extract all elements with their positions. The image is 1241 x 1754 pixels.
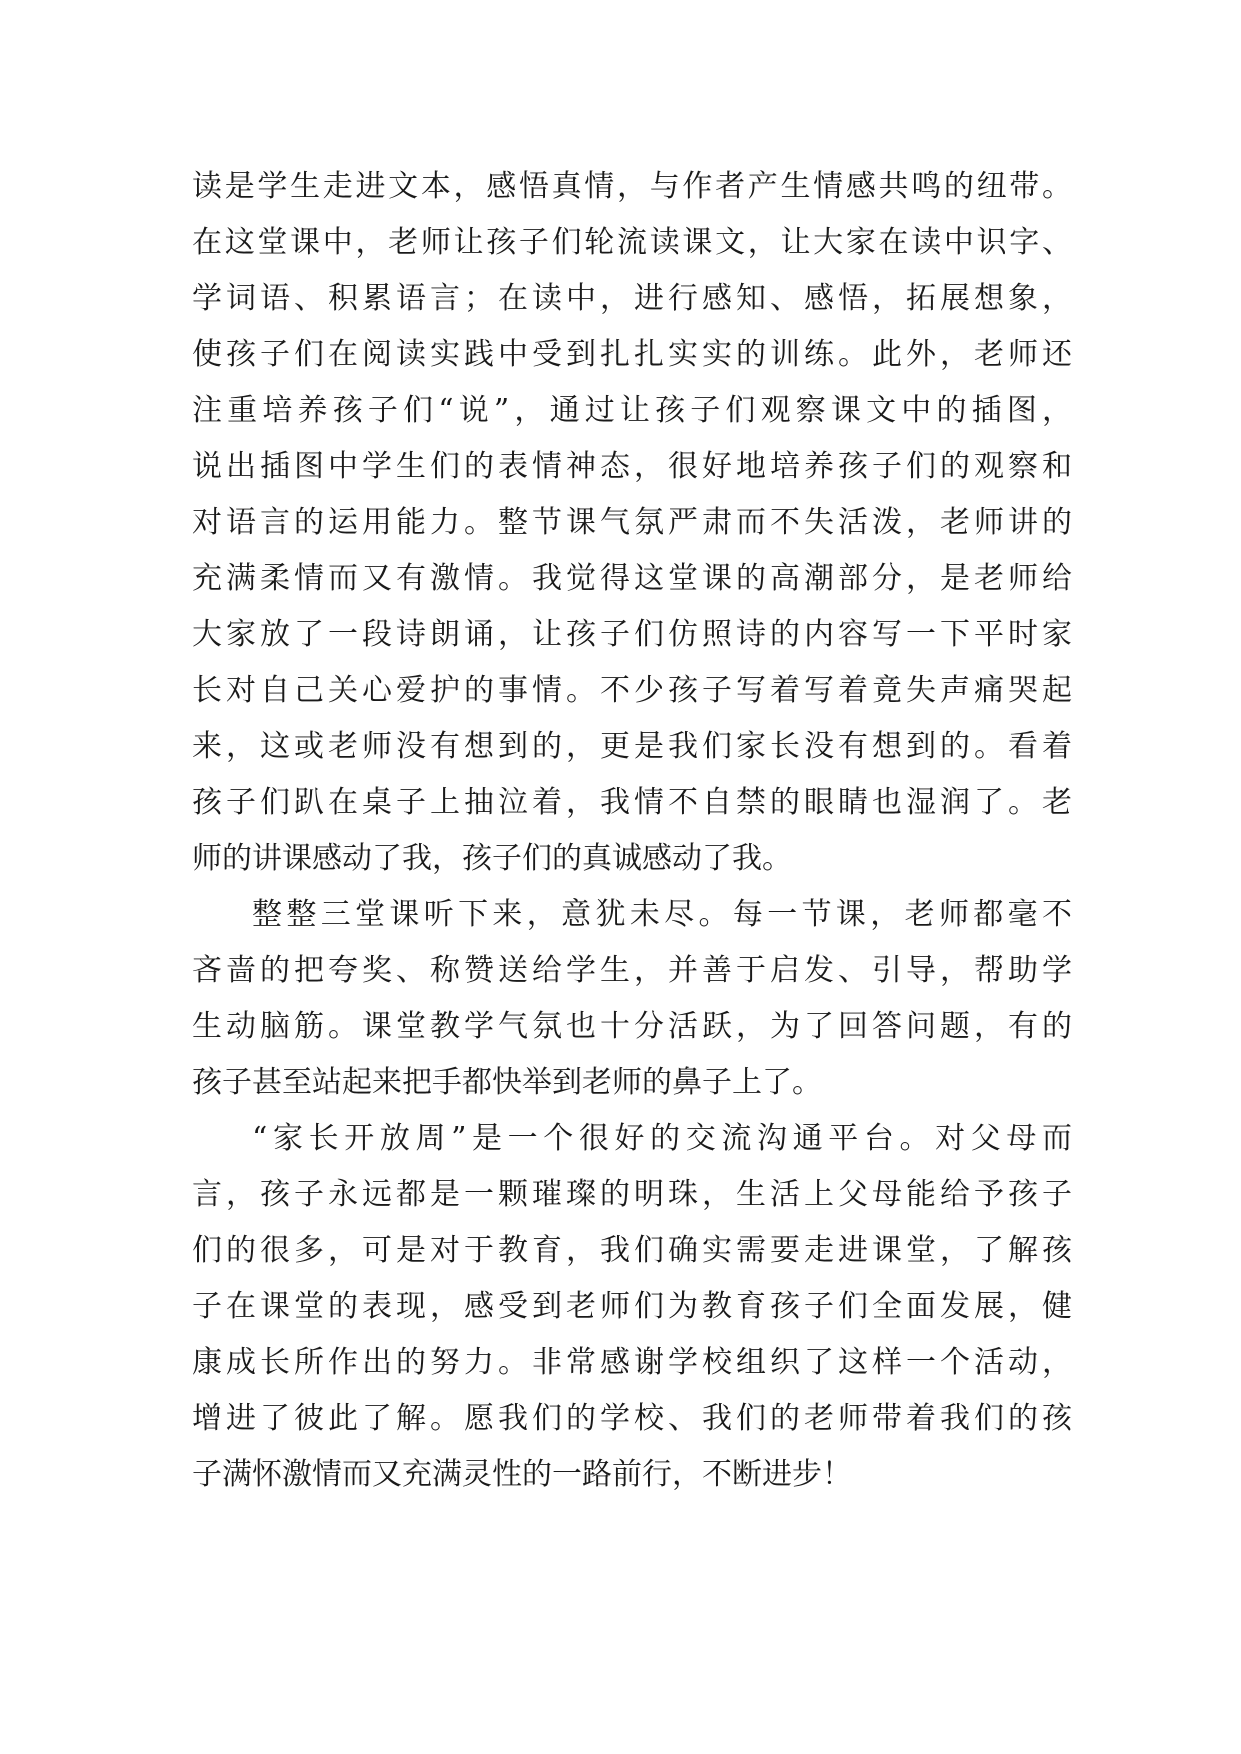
text-line: 在这堂课中，老师让孩子们轮流读课文，让大家在读中识字、 xyxy=(192,225,1072,260)
text-line: 来，这或老师没有想到的，更是我们家长没有想到的。看着 xyxy=(192,729,1072,764)
text-line: 吝啬的把夸奖、称赞送给学生，并善于启发、引导，帮助学 xyxy=(192,953,1072,988)
paragraph-start-line: 整整三堂课听下来，意犹未尽。每一节课，老师都毫不 xyxy=(252,897,1072,932)
text-line: 注重培养孩子们“说”，通过让孩子们观察课文中的插图， xyxy=(192,393,1072,428)
text-line: 孩子们趴在桌子上抽泣着，我情不自禁的眼睛也湿润了。老 xyxy=(192,785,1072,820)
text-line: 们的很多，可是对于教育，我们确实需要走进课堂，了解孩 xyxy=(192,1233,1072,1268)
text-line: 长对自己关心爱护的事情。不少孩子写着写着竟失声痛哭起 xyxy=(192,673,1072,708)
paragraph-start-line: “家长开放周”是一个很好的交流沟通平台。对父母而 xyxy=(252,1121,1072,1156)
text-line: 子在课堂的表现，感受到老师们为教育孩子们全面发展，健 xyxy=(192,1289,1072,1324)
text-line: 读是学生走进文本，感悟真情，与作者产生情感共鸣的纽带。 xyxy=(192,169,1072,204)
text-line: 康成长所作出的努力。非常感谢学校组织了这样一个活动， xyxy=(192,1345,1072,1380)
paragraph-end-line: 师的讲课感动了我，孩子们的真诚感动了我。 xyxy=(192,841,792,876)
text-line: 增进了彼此了解。愿我们的学校、我们的老师带着我们的孩 xyxy=(192,1401,1072,1436)
text-line: 对语言的运用能力。整节课气氛严肃而不失活泼，老师讲的 xyxy=(192,505,1072,540)
paragraph-end-line: 孩子甚至站起来把手都快举到老师的鼻子上了。 xyxy=(192,1065,822,1100)
text-line: 充满柔情而又有激情。我觉得这堂课的高潮部分，是老师给 xyxy=(192,561,1072,596)
text-line: 使孩子们在阅读实践中受到扎扎实实的训练。此外，老师还 xyxy=(192,337,1072,372)
text-line: 大家放了一段诗朗诵，让孩子们仿照诗的内容写一下平时家 xyxy=(192,617,1072,652)
text-line: 说出插图中学生们的表情神态，很好地培养孩子们的观察和 xyxy=(192,449,1072,484)
body-text xyxy=(192,159,1072,1503)
text-line: 生动脑筋。课堂教学气氛也十分活跃，为了回答问题，有的 xyxy=(192,1009,1072,1044)
text-line: 言，孩子永远都是一颗璀璨的明珠，生活上父母能给予孩子 xyxy=(192,1177,1072,1212)
text-line: 学词语、积累语言；在读中，进行感知、感悟，拓展想象， xyxy=(192,281,1072,316)
paragraph-end-line: 子满怀激情而又充满灵性的一路前行，不断进步！ xyxy=(192,1457,852,1492)
